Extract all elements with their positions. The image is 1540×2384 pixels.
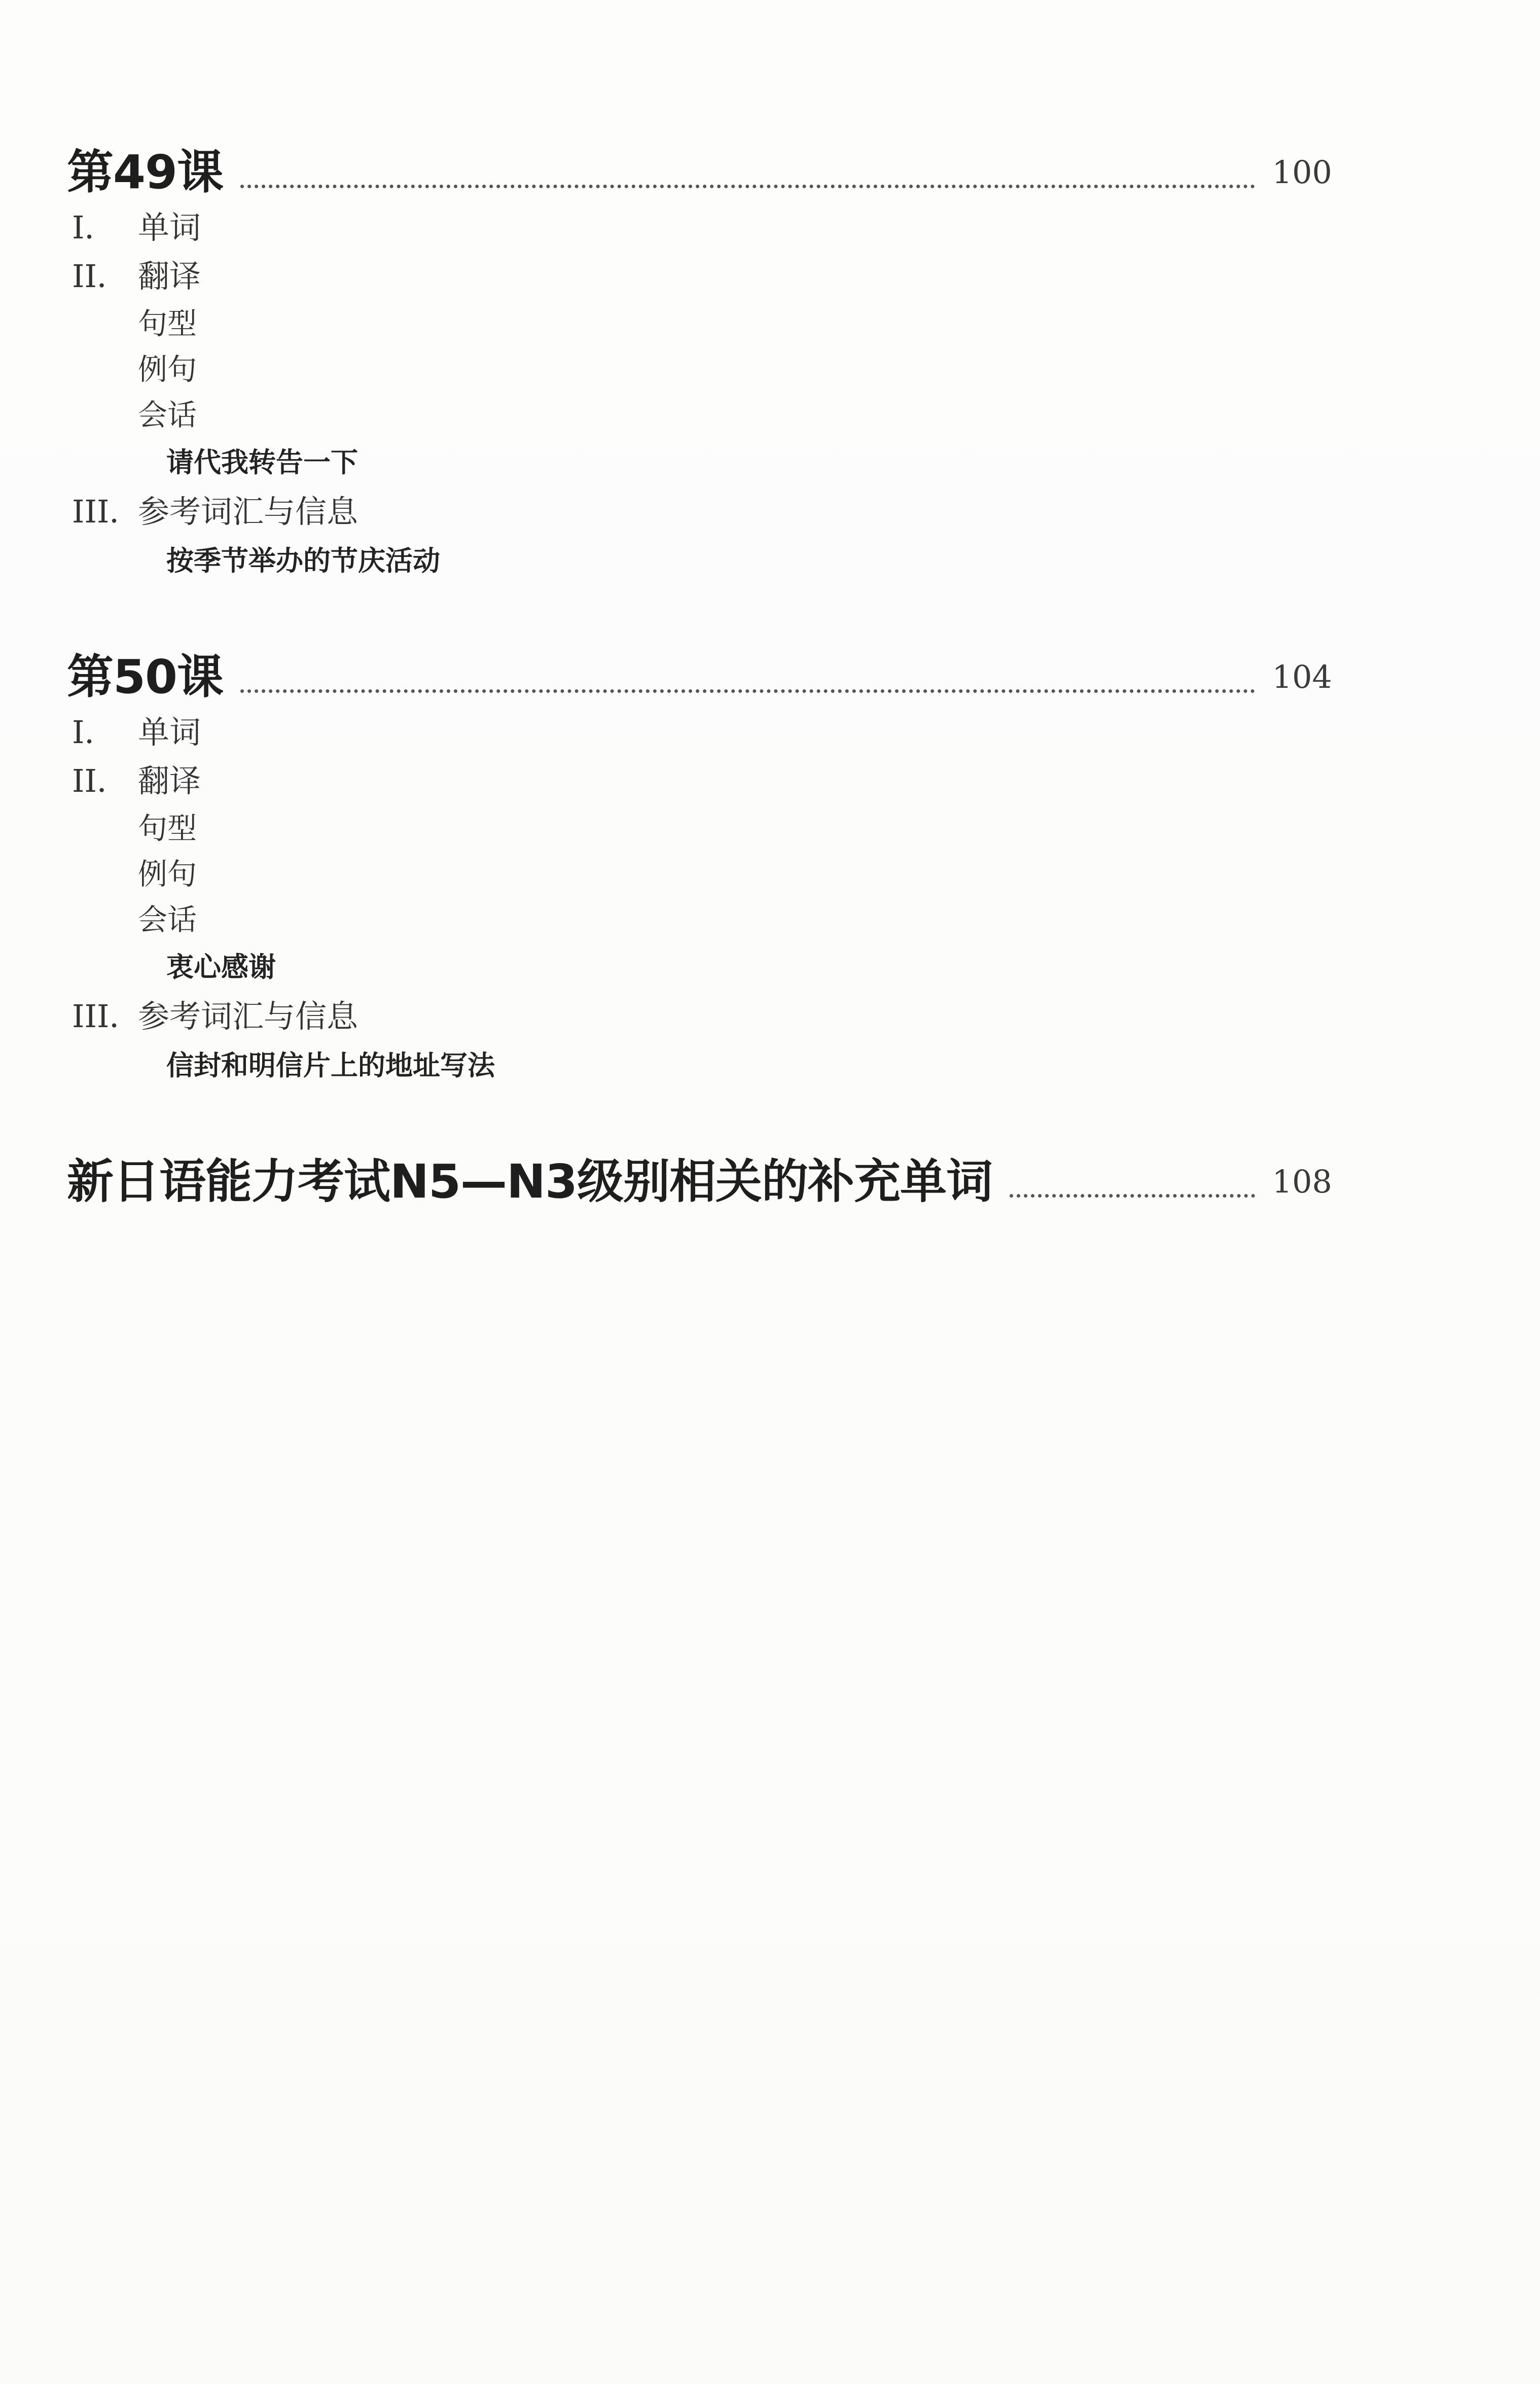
toc-heading-row[interactable] [67,1144,1332,1210]
item-label: 翻译 [138,762,201,799]
toc-item-conversation[interactable]: 会话 [138,902,197,937]
toc-item-words[interactable] [72,203,1332,252]
toc-item-reference-vocab[interactable] [72,487,1332,536]
page-number: 104 [1272,658,1332,695]
toc-item-reference-topic[interactable]: 按季节举办的节庆活动 [166,545,440,577]
toc-item-conversation-title[interactable]: 请代我转告一下 [166,446,358,478]
lesson-title: 第50课 [67,650,224,704]
toc-entry-lesson-49 [67,134,1332,586]
dot-leader [240,689,1255,693]
toc-subitems [67,203,1332,586]
toc-entry-supplementary-vocab [67,1144,1332,1210]
toc-heading-row[interactable] [67,134,1332,200]
item-label: 单词 [138,714,201,751]
item-label: 单词 [138,209,201,246]
toc-entry-lesson-50 [67,639,1332,1091]
toc-item-example-sentences[interactable]: 例句 [138,352,197,387]
item-label: 参考词汇与信息 [138,998,359,1035]
lesson-title: 第49课 [67,145,224,199]
toc-item-reference-vocab[interactable] [72,992,1332,1041]
item-label: 翻译 [138,258,201,295]
roman-numeral: II． [72,762,128,799]
toc-item-reference-topic[interactable]: 信封和明信片上的地址写法 [166,1049,495,1081]
section-title: 新日语能力考试N5—N3级别相关的补充单词 [67,1154,993,1209]
dot-leader [240,185,1255,188]
page-number: 108 [1272,1163,1332,1200]
page-number: 100 [1272,154,1332,191]
roman-numeral: III． [72,493,141,530]
dot-leader [1010,1194,1255,1198]
toc-heading-row[interactable] [67,639,1332,705]
roman-numeral: I． [72,209,116,246]
item-label: 参考词汇与信息 [138,493,359,530]
toc-item-conversation[interactable]: 会话 [138,398,197,432]
toc-item-sentence-patterns[interactable]: 句型 [138,306,197,341]
toc-item-words[interactable] [72,708,1332,757]
roman-numeral: III． [72,998,141,1035]
toc-item-example-sentences[interactable]: 例句 [138,857,197,891]
roman-numeral: I． [72,714,116,751]
toc-item-conversation-title[interactable]: 衷心感谢 [166,951,276,983]
toc-item-translation[interactable] [72,757,1332,805]
toc-item-sentence-patterns[interactable]: 句型 [138,811,197,846]
toc-subitems [67,708,1332,1091]
roman-numeral: II． [72,258,128,295]
toc-item-translation[interactable] [72,252,1332,301]
